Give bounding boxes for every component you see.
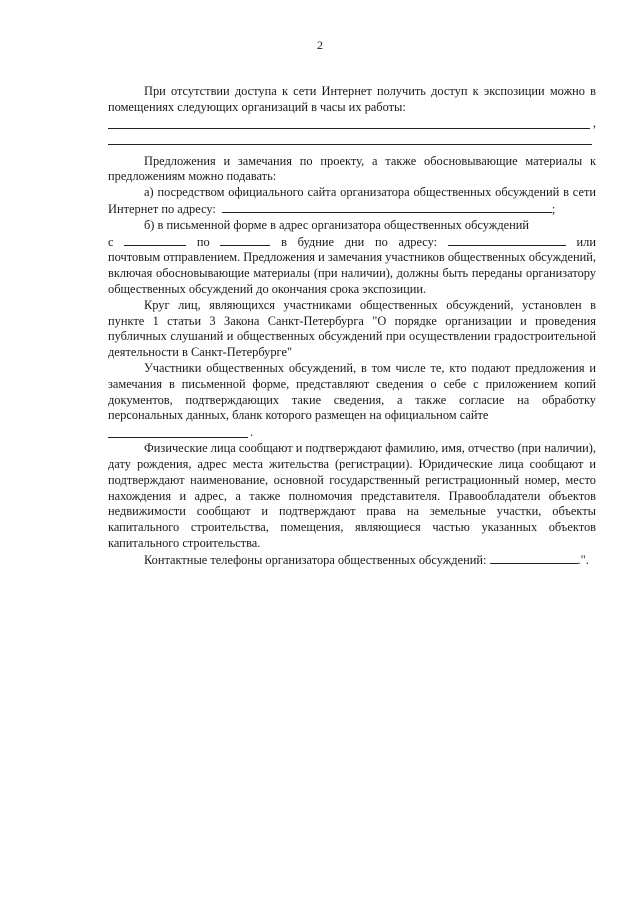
punctuation: .". bbox=[577, 552, 589, 567]
text-from: с bbox=[108, 234, 114, 249]
paragraph-text: почтовым отправлением. Предложения и замечания участников общественных обсуждений, включая обосновывающие материалы (при наличии), должны быть переданы организатору общественных обсуждений до окончания срока экспозиции. bbox=[108, 250, 596, 296]
paragraph-text: Физические лица сообщают и подтверждают фамилию, имя, отчество (при наличии), дату рождения, адрес места жительства (регистрации). Юридические лица сообщают и подтверждают наименование, основной государственный регистрационный номер, место нахождения и адрес, а также полномочия представителя. Правообладатели объектов недвижимости сообщают и подтверждают права на земельные участки, объекты капитального строительства, помещения, являющиеся частью указанных объектов капитального строительства. bbox=[108, 441, 596, 550]
punctuation: . bbox=[250, 425, 254, 440]
paragraph-text: Предложения и замечания по проекту, а также обосновывающие материалы к предложениям можно подавать: bbox=[108, 153, 596, 184]
paragraph-no-internet-access bbox=[108, 84, 596, 116]
paragraph-text: в будние дни по адресу: bbox=[281, 234, 438, 249]
blank-phone bbox=[490, 552, 578, 564]
paragraph-text: Участники общественных обсуждений, в том числе те, кто подают предложения и замечания в письменной форме, представляют сведения о себе с приложением копий документов, подтверждающих такие сведения, а также согласие на обработку персональных данных, бланк которого размещен на официальном сайте bbox=[108, 360, 596, 423]
paragraph-text: а) посредством официального сайта организатора общественных обсуждений в сети Интернет по адресу: bbox=[108, 185, 596, 216]
paragraph-contact-phones bbox=[108, 552, 596, 569]
paragraph-participants-info bbox=[108, 361, 596, 424]
paragraph-written-form-dates bbox=[108, 234, 596, 251]
punctuation: , bbox=[592, 115, 596, 130]
paragraph-via-website bbox=[108, 185, 596, 218]
text-to: по bbox=[196, 234, 210, 249]
paragraph-text: Круг лиц, являющихся участниками общественных обсуждений, установлен в пункте 1 статьи 3 Закона Санкт-Петербурга "О порядке организации и проведения публичных слушаний и общественных обсуждений при осуществлении градостроительной деятельности в Санкт-Петербурге" bbox=[108, 297, 596, 360]
paragraph-proposals bbox=[108, 154, 596, 186]
blank-date-to bbox=[220, 234, 270, 246]
document-body bbox=[108, 84, 596, 569]
blank-postal-address bbox=[448, 234, 566, 246]
paragraph-text: б) в письменной форме в адрес организатора общественных обсуждений bbox=[144, 217, 530, 232]
blank-official-site-line bbox=[108, 424, 596, 441]
page-number: 2 bbox=[317, 38, 323, 52]
blank-date-from bbox=[124, 234, 186, 246]
paragraph-written-form bbox=[108, 218, 596, 234]
blank-organizations-line-2 bbox=[108, 132, 596, 148]
punctuation: ; bbox=[551, 201, 556, 216]
blank-organizations-line-1 bbox=[108, 116, 596, 132]
paragraph-text: Контактные телефоны организатора общественных обсуждений: bbox=[144, 552, 487, 567]
paragraph-persons-info bbox=[108, 441, 596, 552]
paragraph-text: При отсутствии доступа к сети Интернет получить доступ к экспозиции можно в помещениях следующих организаций в часы их работы: bbox=[108, 84, 596, 114]
paragraph-participants-circle bbox=[108, 298, 596, 361]
blank-website-address bbox=[222, 201, 552, 213]
text-or: или bbox=[576, 234, 596, 249]
paragraph-postal bbox=[108, 250, 596, 297]
